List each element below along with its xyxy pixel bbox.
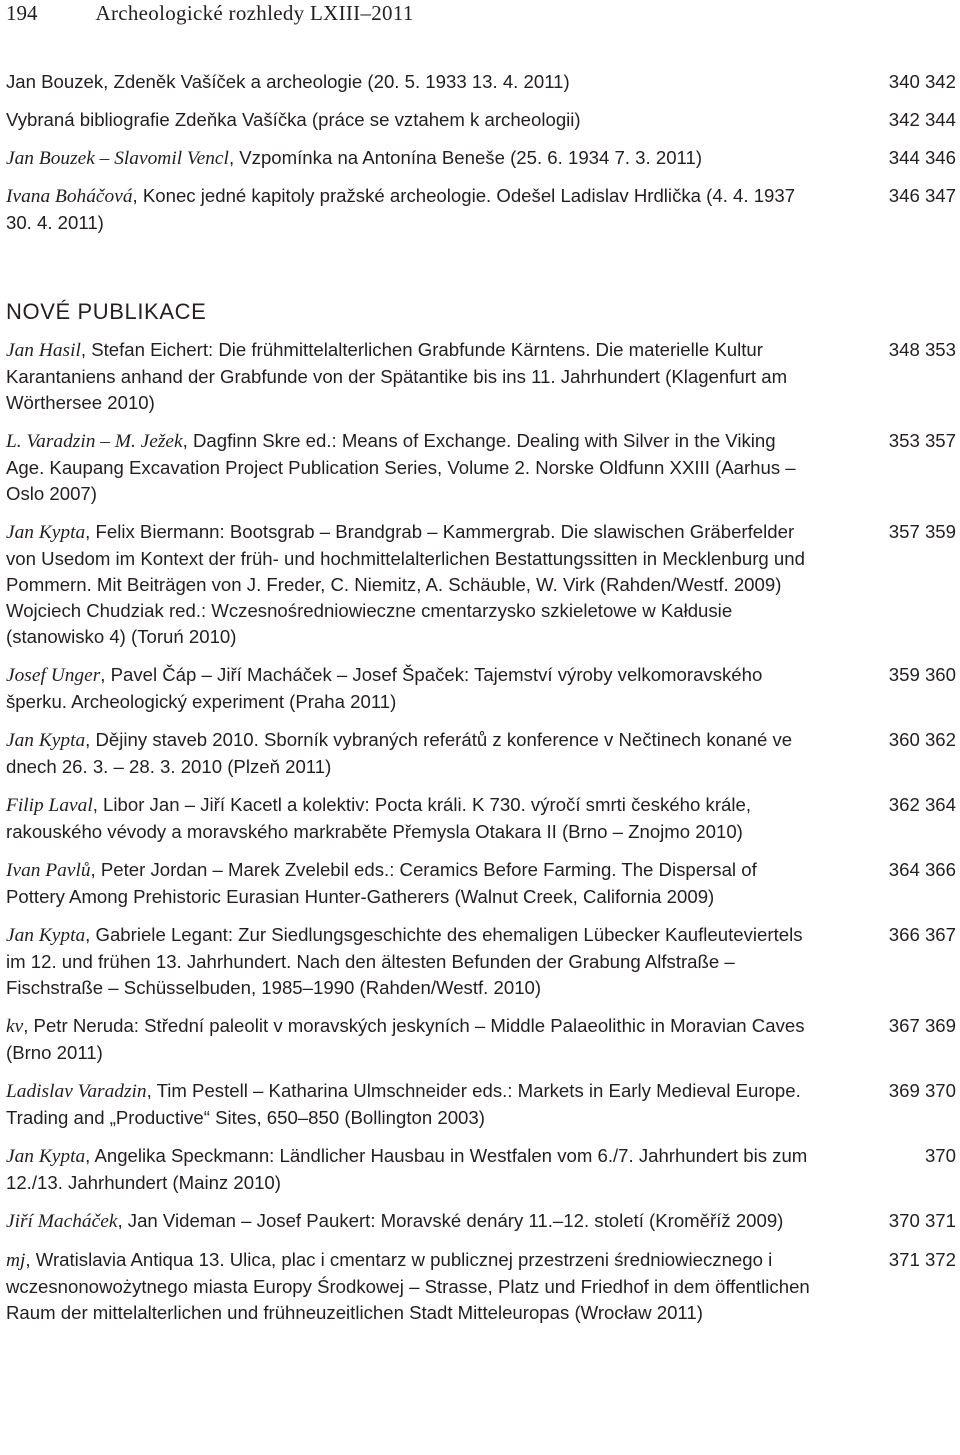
entry-text-block	[6, 857, 816, 910]
entry-title: Jan Bouzek, Zdeněk Vašíček a archeologie (20. 5. 1933 13. 4. 2011)	[6, 71, 570, 92]
reviewer-author: kv	[6, 1016, 24, 1037]
entry-text-block	[6, 1013, 816, 1066]
journal-title: Archeologické rozhledy LXIII–2011	[95, 1, 414, 25]
entry-pages: 353 357	[888, 430, 956, 451]
reviewer-author: Jan Kypta	[6, 730, 86, 751]
entry-title: , Vzpomínka na Antonína Beneše (25. 6. 1934 7. 3. 2011)	[228, 147, 703, 168]
reviewer-author: Jan Kypta	[6, 522, 86, 543]
reviewer-author: Jan Kypta	[6, 1146, 86, 1167]
publication-entry	[6, 727, 956, 780]
publication-entry	[6, 662, 956, 715]
publication-title: , Angelika Speckmann: Ländlicher Hausbau in Westfalen vom 6./7. Jahrhundert bis zum 12./13. Jahrhundert (Mainz 2010)	[6, 1145, 808, 1193]
entry-pages: 348 353	[888, 339, 956, 360]
entry-pages: 366 367	[888, 924, 956, 945]
entry-text-line	[6, 145, 816, 172]
entry-title: , Konec jedné kapitoly pražské archeologie. Odešel Ladislav Hrdlička (4. 4. 1937 30. 4. 2011)	[6, 185, 796, 233]
publication-title: , Stefan Eichert: Die frühmittelalterlichen Grabfunde Kärntens. Die materielle Kultur Karantaniens anhand der Grabfunde von der Spätantike bis ins 11. Jahrhundert (Klagenfurt am Wörthersee 2010)	[6, 339, 788, 413]
entry-text-block	[6, 519, 816, 650]
publication-title: , Wratislavia Antiqua 13. Ulica, plac i cmentarz w publicznej przestrzeni średniowiecznego i wczesnonowożytnego miasta Europy Środkowej – Strasse, Platz und Friedhof in dem öffentlichen Raum der mittelalterlichen und frühneuzeitlichen Stadt Mitteleuropas (Wrocław 2011)	[6, 1249, 810, 1323]
section-title: NOVÉ PUBLIKACE	[6, 299, 207, 324]
contents-entry	[6, 69, 956, 96]
reviewer-author: mj	[6, 1250, 26, 1271]
publication-title: , Petr Neruda: Střední paleolit v moravských jeskyních – Middle Palaeolithic in Moravian Caves (Brno 2011)	[6, 1015, 805, 1063]
entry-pages: 360 362	[888, 729, 956, 750]
entry-text-line	[6, 183, 816, 236]
publication-entry	[6, 1013, 956, 1066]
publication-title: , Jan Videman – Josef Paukert: Moravské denáry 11.–12. století (Kroměříž 2009)	[117, 1210, 784, 1231]
entry-text-line	[6, 69, 816, 96]
entry-author: Ivana Boháčová	[6, 186, 133, 207]
reviewer-author: Ladislav Varadzin	[6, 1081, 147, 1102]
entry-pages: 364 366	[888, 859, 956, 880]
entry-title: Vybraná bibliografie Zdeňka Vašíčka (práce se vztahem k archeologii)	[6, 109, 581, 130]
publication-entry	[6, 1208, 956, 1235]
publication-entry	[6, 519, 956, 650]
publications-list	[6, 337, 956, 1338]
publication-title: , Felix Biermann: Bootsgrab – Brandgrab – Kammergrab. Die slawischen Gräberfelder von Usedom im Kontext der früh- und hochmittelalterlichen Bestattungssitten in Mecklenburg und Pommern. Mit Beiträgen von J. Freder, C. Niemitz, A. Schäuble, W. Virk (Rahden/Westf. 2009) Wojciech Chudziak red.: Wczesnośredniowieczne cmentarzysko szkieletowe w Kałdusie (stanowisko 4) (Toruń 2010)	[6, 521, 805, 647]
publication-entry	[6, 792, 956, 845]
contents-entry	[6, 107, 956, 134]
entry-text-block	[6, 1247, 816, 1326]
publication-entry	[6, 1247, 956, 1326]
publication-title: , Libor Jan – Jiří Kacetl a kolektiv: Pocta králi. K 730. výročí smrti českého krále, rakouského vévody a moravského markraběte Přemysla Otakara II (Brno – Znojmo 2010)	[6, 794, 751, 842]
publication-title: , Gabriele Legant: Zur Siedlungsgeschichte des ehemaligen Lübecker Kaufleuteviertels im 12. und frühen 13. Jahrhundert. Nach den ältesten Befunden der Grabung Alfstraße – Fischstraße – Schüsselbuden, 1985–1990 (Rahden/Westf. 2010)	[6, 924, 803, 998]
entry-text-block	[6, 662, 816, 715]
publication-entry	[6, 1143, 956, 1196]
entry-pages: 369 370	[888, 1080, 956, 1101]
entry-pages: 344 346	[888, 147, 956, 168]
reviewer-author: Jan Kypta	[6, 925, 86, 946]
entry-text-block	[6, 922, 816, 1001]
entry-pages: 367 369	[888, 1015, 956, 1036]
entry-pages: 340 342	[888, 71, 956, 92]
entry-pages: 342 344	[888, 109, 956, 130]
publication-title: , Pavel Čáp – Jiří Macháček – Josef Špaček: Tajemství výroby velkomoravského šperku. Archeologický experiment (Praha 2011)	[6, 664, 763, 712]
entry-text-block	[6, 1143, 816, 1196]
reviewer-author: Josef Unger	[6, 665, 101, 686]
entry-text-line	[6, 107, 816, 134]
publication-entry	[6, 1078, 956, 1131]
entry-pages: 359 360	[888, 664, 956, 685]
entry-text-block	[6, 1208, 816, 1235]
entry-text-block	[6, 1078, 816, 1131]
reviewer-author: Jan Hasil	[6, 340, 81, 361]
publication-title: , Tim Pestell – Katharina Ulmschneider eds.: Markets in Early Medieval Europe. Trading and „Productive“ Sites, 650–850 (Bollington 2003)	[6, 1080, 801, 1128]
contents-list-top	[6, 69, 956, 246]
entry-pages: 362 364	[888, 794, 956, 815]
entry-text-block	[6, 727, 816, 780]
publication-entry	[6, 857, 956, 910]
entry-text-block	[6, 337, 816, 416]
publication-entry	[6, 428, 956, 507]
entry-pages: 346 347	[888, 185, 956, 206]
reviewer-author: Filip Laval	[6, 795, 93, 816]
reviewer-author: Jiří Macháček	[6, 1211, 118, 1232]
entry-author: Jan Bouzek – Slavomil Vencl	[6, 148, 229, 169]
contents-entry	[6, 145, 956, 172]
page-number: 194	[6, 1, 38, 25]
entry-text-block	[6, 428, 816, 507]
entry-pages: 357 359	[888, 521, 956, 542]
entry-pages: 370 371	[888, 1210, 956, 1231]
entry-text-block	[6, 792, 816, 845]
publication-entry	[6, 922, 956, 1001]
publication-title: , Peter Jordan – Marek Zvelebil eds.: Ceramics Before Farming. The Dispersal of Pottery Among Prehistoric Eurasian Hunter-Gatherers (Walnut Creek, California 2009)	[6, 859, 757, 907]
publication-title: , Dějiny staveb 2010. Sborník vybraných referátů z konference v Nečtinech konané ve dnech 26. 3. – 28. 3. 2010 (Plzeň 2011)	[6, 729, 793, 777]
entry-pages: 370	[924, 1145, 956, 1166]
publication-entry	[6, 337, 956, 416]
page-header	[6, 0, 414, 28]
entry-pages: 371 372	[888, 1249, 956, 1270]
publication-title: , Dagfinn Skre ed.: Means of Exchange. Dealing with Silver in the Viking Age. Kaupang Excavation Project Publication Series, Volume 2. Norske Oldfunn XXIII (Aarhus – Oslo 2007)	[6, 430, 796, 504]
reviewer-author: Ivan Pavlů	[6, 860, 91, 881]
reviewer-author: L. Varadzin – M. Ježek	[6, 431, 183, 452]
contents-entry	[6, 183, 956, 236]
